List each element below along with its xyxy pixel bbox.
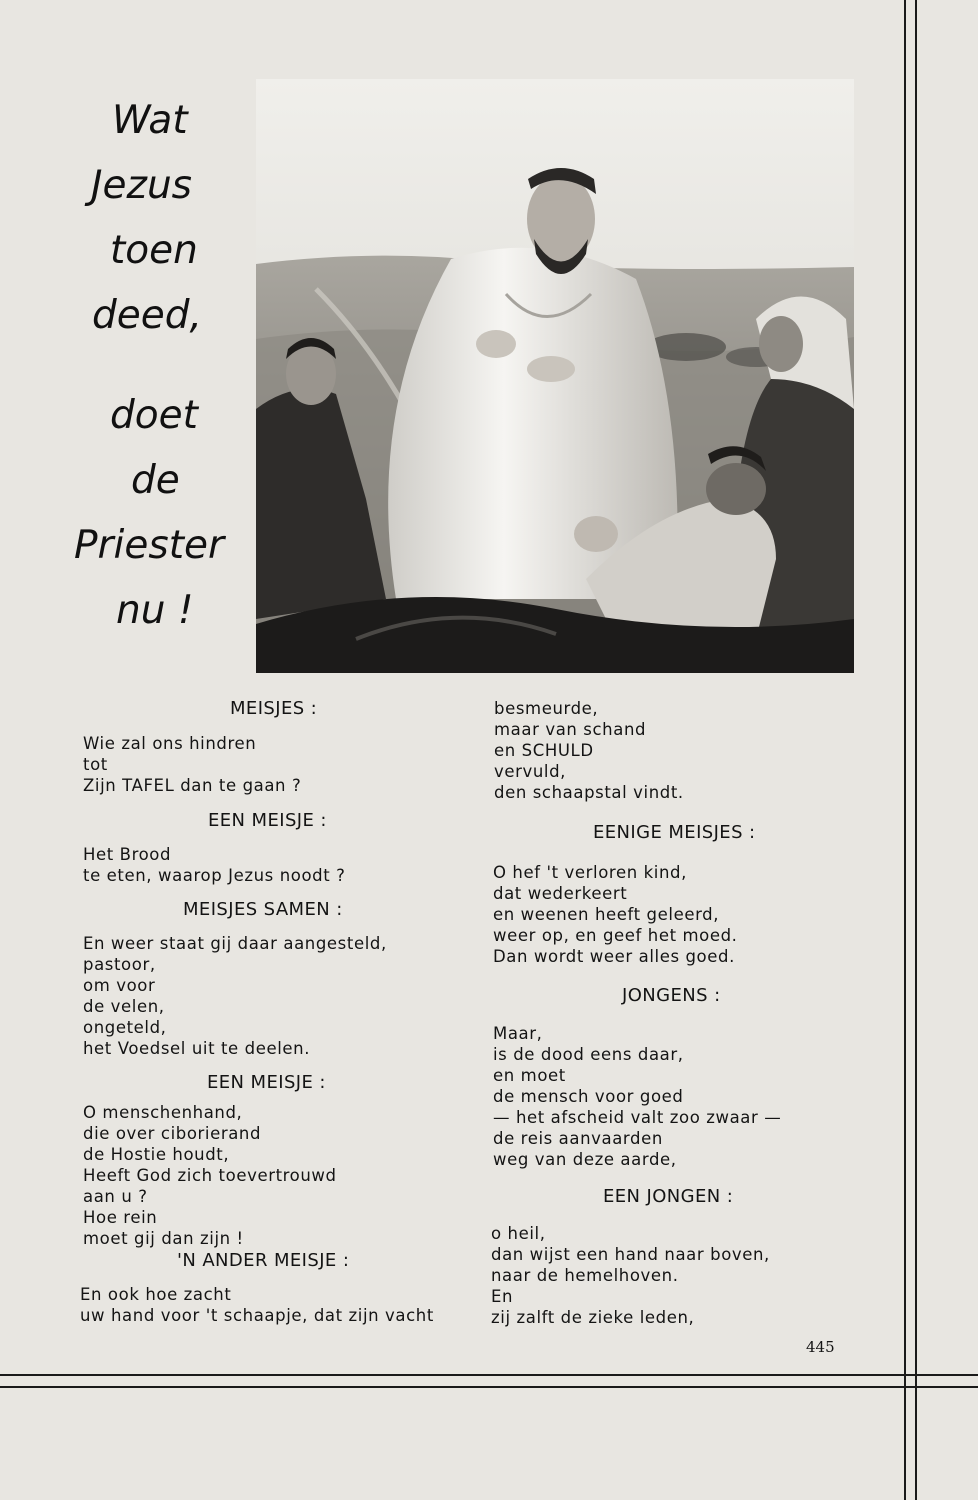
bottom-border-rule-lower xyxy=(0,1386,978,1388)
verse-line: besmeurde, xyxy=(494,699,599,718)
title-word: doet xyxy=(110,393,198,438)
verse-line: aan u ? xyxy=(83,1187,148,1206)
verse-line: vervuld, xyxy=(494,762,567,781)
verse-line: Heeft God zich toevertrouwd xyxy=(83,1166,337,1185)
title-word: de xyxy=(131,458,180,503)
verse-line: — het afscheid valt zoo zwaar — xyxy=(493,1108,782,1127)
verse-block xyxy=(83,933,387,1059)
verse-line: maar van schand xyxy=(494,720,647,739)
verse-block xyxy=(83,1102,337,1249)
verse-line: dan wijst een hand naar boven, xyxy=(491,1245,770,1264)
verse-line: de velen, xyxy=(83,997,165,1016)
page-number: 445 xyxy=(806,1338,835,1356)
speaker-label: MEISJES SAMEN : xyxy=(183,899,343,920)
verse-line: Wie zal ons hindren xyxy=(83,734,257,753)
verse-line: Zijn TAFEL dan te gaan ? xyxy=(83,776,302,795)
verse-line: en SCHULD xyxy=(494,741,594,760)
verse-block xyxy=(493,1023,781,1170)
speaker-label: JONGENS : xyxy=(622,985,721,1006)
title-word: nu ! xyxy=(116,588,194,633)
title-word: toen xyxy=(110,228,198,273)
verse-line: pastoor, xyxy=(83,955,156,974)
verse-line: de reis aanvaarden xyxy=(493,1129,663,1148)
verse-line: En xyxy=(491,1287,514,1306)
verse-line: Het Brood xyxy=(83,845,172,864)
verse-line: En ook hoe zacht xyxy=(80,1285,232,1304)
verse-line: om voor xyxy=(83,976,156,995)
verse-line: die over ciborierand xyxy=(83,1124,262,1143)
verse-line: naar de hemelhoven. xyxy=(491,1266,679,1285)
verse-line: te eten, waarop Jezus noodt ? xyxy=(83,866,346,885)
title-word: Wat xyxy=(112,98,188,143)
verse-block xyxy=(493,862,738,967)
right-border-rule-outer xyxy=(915,0,917,1500)
speaker-label: EEN JONGEN : xyxy=(603,1186,734,1207)
illustration-artwork xyxy=(256,79,854,673)
verse-line: weer op, en geef het moed. xyxy=(493,926,738,945)
verse-line: En weer staat gij daar aangesteld, xyxy=(83,934,387,953)
speaker-label: EEN MEISJE : xyxy=(207,1072,326,1093)
verse-line: O menschenhand, xyxy=(83,1103,243,1122)
verse-line: moet gij dan zijn ! xyxy=(83,1229,244,1248)
speaker-label: EENIGE MEISJES : xyxy=(593,822,756,843)
verse-line: het Voedsel uit te deelen. xyxy=(83,1039,311,1058)
verse-line: den schaapstal vindt. xyxy=(494,783,684,802)
verse-line: ongeteld, xyxy=(83,1018,167,1037)
verse-line: O hef 't verloren kind, xyxy=(493,863,687,882)
verse-block xyxy=(494,698,684,803)
verse-line: tot xyxy=(83,755,108,774)
verse-block xyxy=(80,1284,434,1326)
verse-line: zij zalft de zieke leden, xyxy=(491,1308,695,1327)
speaker-label: EEN MEISJE : xyxy=(208,810,327,831)
verse-line: en weenen heeft geleerd, xyxy=(493,905,720,924)
verse-line: Maar, xyxy=(493,1024,543,1043)
title-word: Jezus xyxy=(91,163,193,208)
speaker-label: 'N ANDER MEISJE : xyxy=(177,1250,350,1271)
illustration xyxy=(256,79,854,673)
verse-line: Hoe rein xyxy=(83,1208,158,1227)
verse-block xyxy=(83,844,346,886)
bottom-border-rule-upper xyxy=(0,1374,978,1376)
title-word: deed, xyxy=(92,293,202,338)
verse-line: de Hostie houdt, xyxy=(83,1145,230,1164)
verse-block xyxy=(83,733,301,796)
verse-line: uw hand voor 't schaapje, dat zijn vacht xyxy=(80,1306,434,1325)
verse-line: en moet xyxy=(493,1066,566,1085)
verse-line: Dan wordt weer alles goed. xyxy=(493,947,735,966)
speaker-label: MEISJES : xyxy=(230,698,318,719)
verse-line: dat wederkeert xyxy=(493,884,628,903)
verse-line: de mensch voor goed xyxy=(493,1087,684,1106)
right-border-rule-inner xyxy=(904,0,906,1500)
verse-line: is de dood eens daar, xyxy=(493,1045,684,1064)
verse-block xyxy=(491,1223,770,1328)
title-word: Priester xyxy=(74,523,225,568)
verse-line: o heil, xyxy=(491,1224,546,1243)
verse-line: weg van deze aarde, xyxy=(493,1150,677,1169)
